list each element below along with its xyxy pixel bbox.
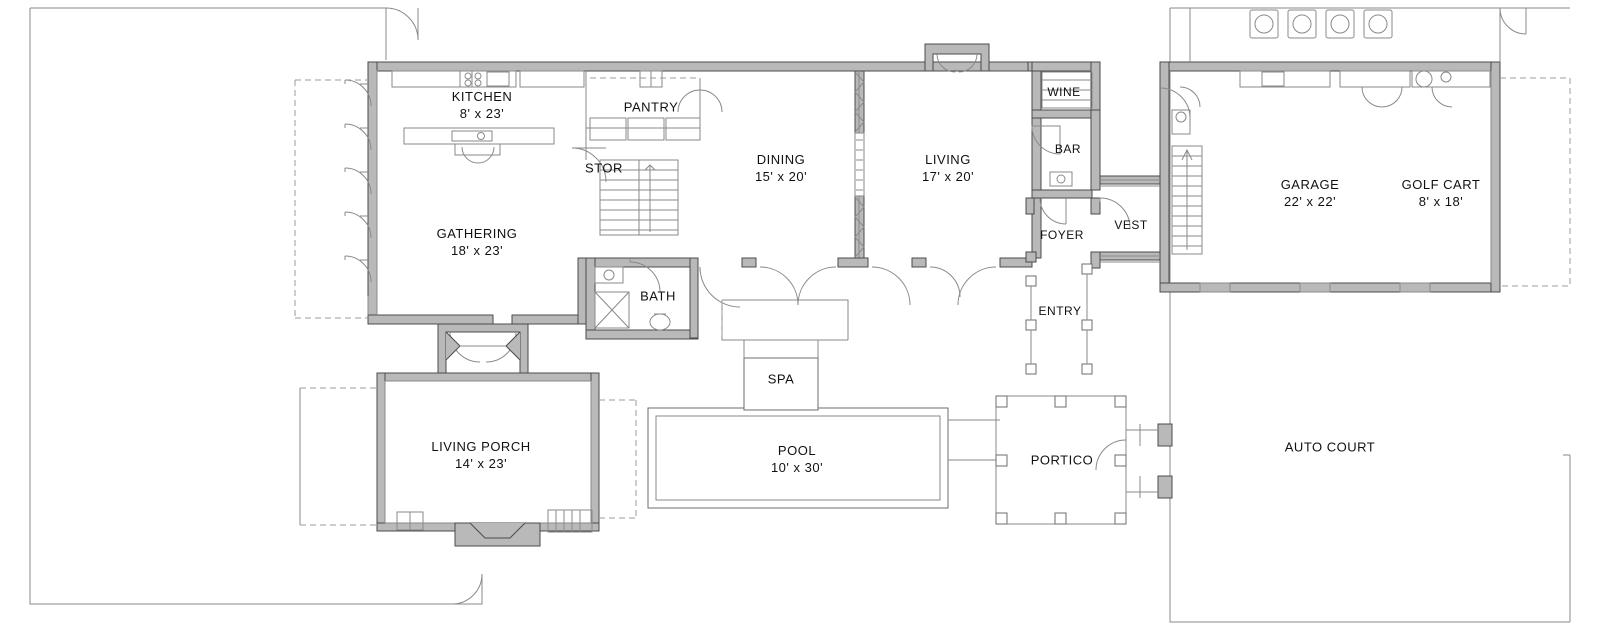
room-dim: 10' x 30' [770,460,824,475]
room-label-pantry [624,100,679,115]
room-dim: 17' x 20' [921,169,975,184]
room-label-bar [1055,142,1081,156]
room-dim: 22' x 22' [1283,194,1337,209]
room-name: BAR [1054,142,1082,156]
room-name: STOR [585,160,623,176]
room-label-golf-cart [1402,177,1481,209]
room-name: VEST [1114,218,1148,232]
room-label-garage [1281,177,1340,209]
room-label-kitchen [452,89,513,121]
room-label-foyer [1040,228,1084,242]
room-label-gathering [437,226,518,258]
room-label-auto-court [1285,440,1375,455]
room-name: BATH [640,288,676,304]
room-dim: 8' x 18' [1418,194,1464,209]
room-name: PANTRY [623,99,679,115]
room-name: GOLF CART [1401,177,1481,192]
room-label-living-porch [431,439,530,471]
room-label-pool [771,443,823,475]
room-dim: 15' x 20' [754,169,808,184]
room-label-wine [1047,85,1080,99]
room-label-bath [640,289,676,304]
room-dim: 18' x 23' [450,243,504,258]
room-name: AUTO COURT [1284,439,1376,455]
room-label-living [922,152,974,184]
room-name: FOYER [1040,228,1084,242]
room-name: DINING [756,152,806,167]
room-name: LIVING PORCH [431,439,531,454]
room-name: ENTRY [1038,304,1082,318]
room-label-entry [1039,304,1082,318]
room-label-stor [585,161,623,176]
room-name: GARAGE [1280,177,1340,192]
room-name: LIVING [925,152,971,167]
room-name: PORTICO [1030,452,1094,468]
room-dim: 8' x 23' [459,106,505,121]
room-name: WINE [1047,85,1081,99]
room-name: POOL [777,443,817,458]
room-label-portico [1031,453,1094,468]
room-name: GATHERING [436,226,518,241]
room-name: SPA [767,371,795,387]
room-name: KITCHEN [451,89,513,104]
room-label-vest [1114,218,1147,232]
room-label-dining [755,152,807,184]
room-label-spa [768,372,795,387]
room-dim: 14' x 23' [454,456,508,471]
